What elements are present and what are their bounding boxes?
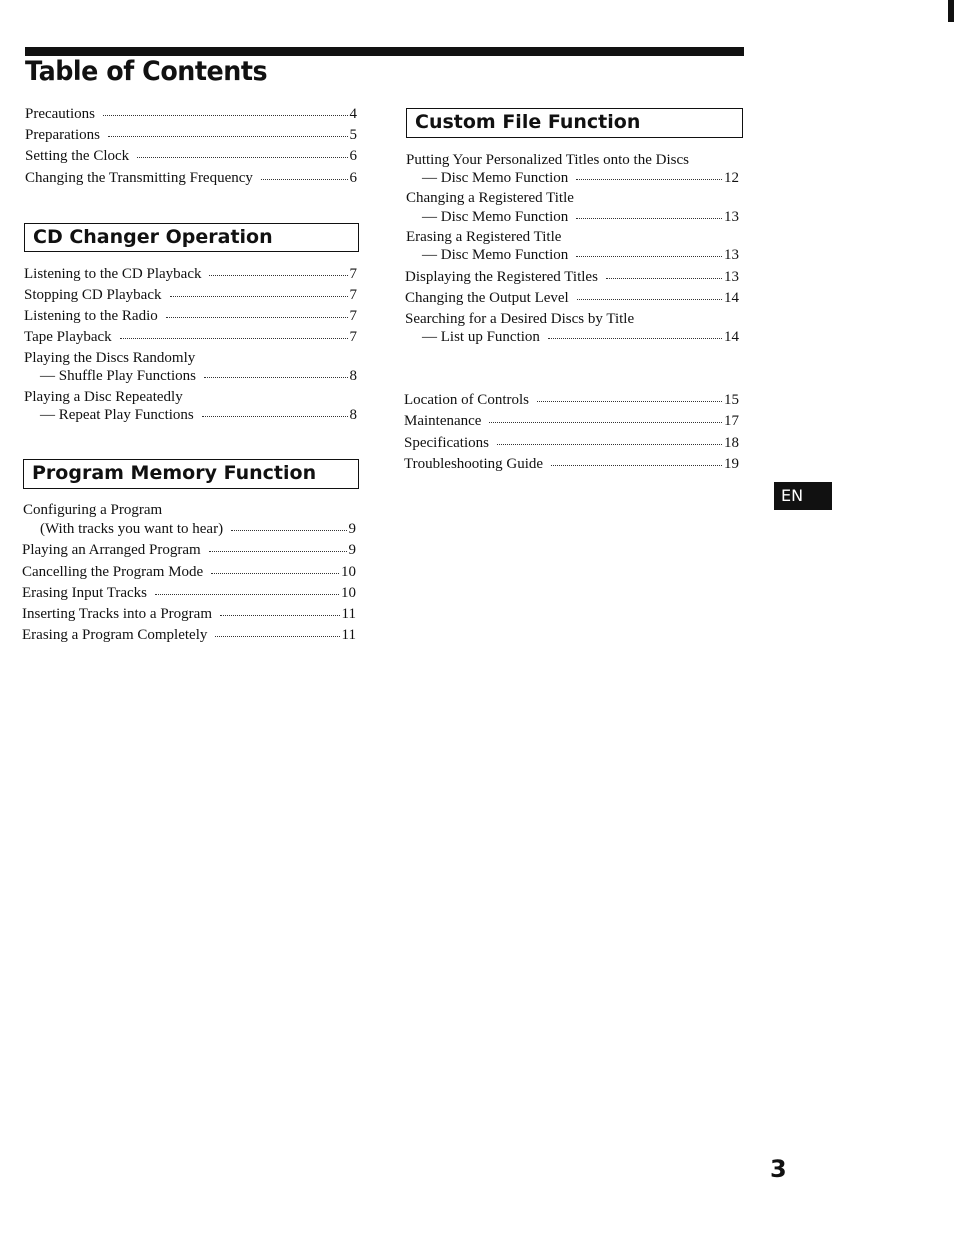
dot-leader bbox=[108, 135, 348, 137]
toc-entry-label: Troubleshooting Guide bbox=[404, 456, 544, 472]
toc-entry-label: — Disc Memo Function bbox=[422, 170, 569, 186]
toc-entry bbox=[422, 208, 739, 226]
toc-entry-page: 7 bbox=[349, 266, 357, 282]
dot-leader bbox=[202, 415, 348, 417]
page-title: Table of Contents bbox=[25, 56, 268, 87]
toc-entry-label: Erasing Input Tracks bbox=[22, 585, 147, 601]
toc-entry-label: Location of Controls bbox=[404, 392, 529, 408]
toc-entry bbox=[22, 605, 356, 623]
toc-entry-page: 11 bbox=[341, 606, 356, 622]
dot-leader bbox=[576, 255, 722, 257]
dot-leader bbox=[497, 443, 722, 445]
dot-leader bbox=[211, 572, 339, 574]
toc-entry-page: 12 bbox=[724, 170, 739, 186]
dot-leader bbox=[209, 550, 347, 552]
toc-entry-page: 18 bbox=[724, 435, 739, 451]
toc-entry-page: 19 bbox=[724, 456, 739, 472]
dot-leader bbox=[137, 156, 347, 158]
toc-entry-page: 10 bbox=[341, 585, 356, 601]
toc-entry-label: — Disc Memo Function bbox=[422, 247, 569, 263]
toc-entry bbox=[22, 563, 356, 581]
toc-entry-label: Preparations bbox=[25, 127, 100, 143]
dot-leader bbox=[170, 295, 348, 297]
toc-entry-page: 15 bbox=[724, 392, 739, 408]
toc-entry-label: Erasing a Program Completely bbox=[22, 627, 208, 643]
section-heading-program-memory: Program Memory Function bbox=[23, 459, 359, 489]
toc-entry-label: Stopping CD Playback bbox=[24, 287, 162, 303]
dot-leader bbox=[220, 614, 340, 616]
toc-entry-page: 7 bbox=[349, 329, 357, 345]
toc-entry bbox=[422, 328, 739, 346]
toc-entry-page: 5 bbox=[349, 127, 357, 143]
section-heading-cd-changer: CD Changer Operation bbox=[24, 223, 359, 252]
toc-entry-label: Precautions bbox=[25, 106, 95, 122]
toc-entry bbox=[404, 391, 739, 409]
language-tab: EN bbox=[774, 482, 832, 510]
toc-entry bbox=[24, 328, 357, 346]
toc-entry-heading: Playing the Discs Randomly bbox=[24, 350, 196, 366]
toc-entry-label: Changing the Output Level bbox=[405, 290, 569, 306]
toc-entry-heading: Putting Your Personalized Titles onto the Discs bbox=[406, 152, 689, 168]
toc-entry-page: 9 bbox=[348, 521, 356, 537]
dot-leader bbox=[548, 337, 722, 339]
toc-entry-page: 17 bbox=[724, 413, 739, 429]
toc-entry-preparations bbox=[25, 126, 357, 144]
toc-entry-label: Tape Playback bbox=[24, 329, 112, 345]
dot-leader bbox=[155, 593, 339, 595]
dot-leader bbox=[209, 274, 347, 276]
toc-entry bbox=[22, 541, 356, 559]
toc-entry bbox=[422, 246, 739, 264]
dot-leader bbox=[103, 114, 348, 116]
dot-leader bbox=[551, 464, 722, 466]
toc-entry bbox=[404, 412, 739, 430]
title-rule bbox=[25, 47, 744, 56]
toc-entry-heading: Erasing a Registered Title bbox=[406, 229, 562, 245]
toc-entry-page: 6 bbox=[349, 148, 357, 164]
toc-entry-label: Listening to the Radio bbox=[24, 308, 158, 324]
toc-entry bbox=[24, 307, 357, 325]
page-number: 3 bbox=[770, 1155, 787, 1183]
toc-entry-page: 13 bbox=[724, 269, 739, 285]
toc-entry-page: 8 bbox=[349, 368, 357, 384]
toc-entry-page: 4 bbox=[349, 106, 357, 122]
toc-entry-precautions bbox=[25, 105, 357, 123]
toc-entry-label: Cancelling the Program Mode bbox=[22, 564, 204, 580]
dot-leader bbox=[166, 316, 348, 318]
dot-leader bbox=[576, 178, 722, 180]
toc-entry bbox=[22, 626, 356, 644]
toc-entry-label: Playing an Arranged Program bbox=[22, 542, 201, 558]
toc-entry-page: 14 bbox=[724, 290, 739, 306]
toc-entry-label: Inserting Tracks into a Program bbox=[22, 606, 212, 622]
toc-entry-page: 13 bbox=[724, 209, 739, 225]
toc-entry-label: — List up Function bbox=[422, 329, 540, 345]
toc-entry bbox=[422, 169, 739, 187]
toc-entry-page: 9 bbox=[348, 542, 356, 558]
toc-entry bbox=[404, 455, 739, 473]
toc-entry bbox=[40, 520, 356, 538]
edge-mark bbox=[948, 0, 954, 22]
toc-entry-label: Changing the Transmitting Frequency bbox=[25, 170, 253, 186]
toc-entry-page: 8 bbox=[349, 407, 357, 423]
toc-entry-label: Setting the Clock bbox=[25, 148, 130, 164]
toc-entry-setting-clock bbox=[25, 147, 357, 165]
toc-entry-page: 7 bbox=[349, 287, 357, 303]
dot-leader bbox=[231, 529, 346, 531]
toc-entry bbox=[405, 289, 739, 307]
toc-entry-transmitting-frequency bbox=[25, 169, 357, 187]
dot-leader bbox=[204, 376, 348, 378]
dot-leader bbox=[489, 421, 722, 423]
dot-leader bbox=[120, 337, 348, 339]
toc-entry bbox=[24, 265, 357, 283]
toc-entry-label: — Repeat Play Functions bbox=[40, 407, 194, 423]
dot-leader bbox=[576, 217, 722, 219]
toc-entry-label: Listening to the CD Playback bbox=[24, 266, 202, 282]
dot-leader bbox=[606, 277, 722, 279]
toc-entry-label: Displaying the Registered Titles bbox=[405, 269, 598, 285]
toc-entry-page: 7 bbox=[349, 308, 357, 324]
toc-entry-page: 11 bbox=[341, 627, 356, 643]
toc-entry bbox=[24, 286, 357, 304]
toc-entry-heading: Playing a Disc Repeatedly bbox=[24, 389, 183, 405]
section-heading-custom-file: Custom File Function bbox=[406, 108, 743, 138]
toc-entry-label: (With tracks you want to hear) bbox=[40, 521, 224, 537]
toc-entry bbox=[40, 367, 357, 385]
toc-entry-page: 10 bbox=[341, 564, 356, 580]
toc-entry-heading: Changing a Registered Title bbox=[406, 190, 574, 206]
dot-leader bbox=[537, 400, 722, 402]
toc-entry-label: — Shuffle Play Functions bbox=[40, 368, 196, 384]
dot-leader bbox=[215, 635, 339, 637]
toc-entry bbox=[40, 406, 357, 424]
toc-entry-page: 13 bbox=[724, 247, 739, 263]
toc-entry bbox=[404, 434, 739, 452]
toc-entry-heading: Searching for a Desired Discs by Title bbox=[405, 311, 635, 327]
dot-leader bbox=[261, 178, 348, 180]
toc-entry-page: 14 bbox=[724, 329, 739, 345]
toc-entry-label: Specifications bbox=[404, 435, 489, 451]
toc-entry-page: 6 bbox=[349, 170, 357, 186]
toc-entry bbox=[22, 584, 356, 602]
toc-entry-heading: Configuring a Program bbox=[23, 502, 163, 518]
toc-entry-label: — Disc Memo Function bbox=[422, 209, 569, 225]
dot-leader bbox=[577, 298, 722, 300]
toc-entry-label: Maintenance bbox=[404, 413, 482, 429]
toc-entry bbox=[405, 268, 739, 286]
